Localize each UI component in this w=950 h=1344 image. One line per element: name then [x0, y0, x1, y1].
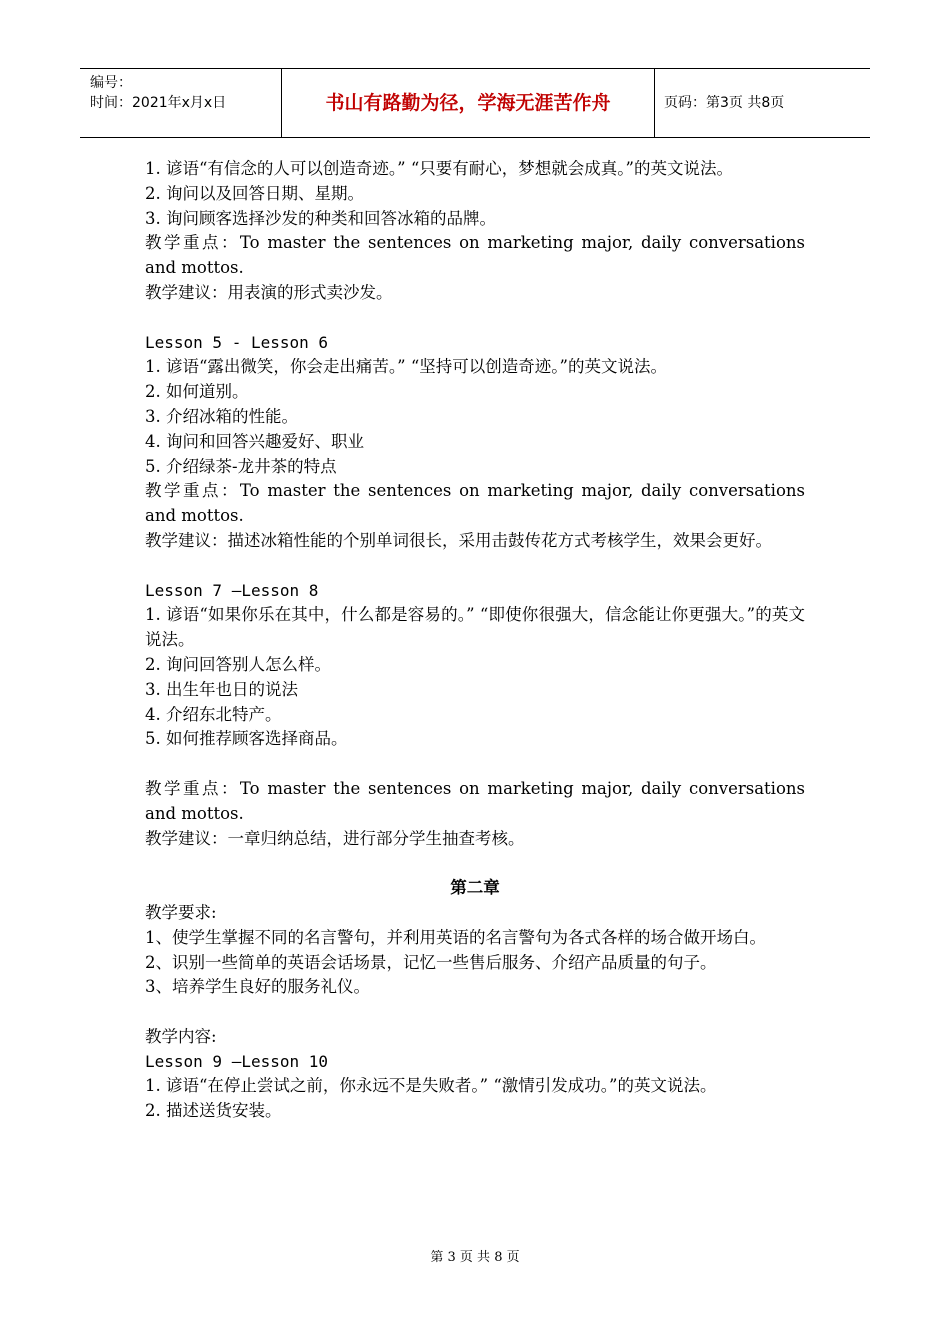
lesson-title: Lesson 9 –Lesson 10 — [145, 1051, 329, 1071]
list-item: 1. 谚语“在停止尝试之前，你永远不是失败者。” “激情引发成功。”的英文说法。 — [145, 1076, 717, 1096]
teaching-suggestion: 教学建议：一章归纳总结，进行部分学生抽查考核。 — [145, 828, 525, 848]
list-item: 3. 介绍冰箱的性能。 — [145, 406, 298, 426]
requirement-item: 3、培养学生良好的服务礼仪。 — [145, 977, 370, 997]
lesson-title: Lesson 7 –Lesson 8 — [145, 580, 319, 600]
list-item: 3. 询问顾客选择沙发的种类和回答冰箱的品牌。 — [145, 208, 496, 228]
requirement-item: 2、识别一些简单的英语会话场景，记忆一些售后服务、介绍产品质量的句子。 — [145, 952, 717, 972]
header-motto: 书山有路勤为径，学海无涯苦作舟 — [282, 69, 655, 137]
number-label: 编号： — [90, 75, 132, 91]
lesson-title: Lesson 5 - Lesson 6 — [145, 332, 329, 352]
list-item: 4. 询问和回答兴趣爱好、职业 — [145, 431, 364, 451]
header-table — [80, 68, 870, 138]
list-item: 5. 介绍绿茶-龙井茶的特点 — [145, 456, 337, 476]
list-item: 1. 谚语“如果你乐在其中，什么都是容易的。” “即使你很强大，信念能让你更强大。”的英文说法。 — [145, 605, 805, 650]
list-item: 3. 出生年也日的说法 — [145, 679, 298, 699]
page-footer: 第 3 页 共 8 页 — [430, 1250, 520, 1265]
teaching-focus: 教学重点：To master the sentences on marketing major, daily conversations and mottos. — [145, 481, 805, 526]
requirements-label: 教学要求: — [145, 902, 217, 922]
list-item: 1. 谚语“露出微笑，你会走出痛苦。” “坚持可以创造奇迹。”的英文说法。 — [145, 357, 667, 377]
chapter-title: 第二章 — [450, 878, 500, 898]
list-item: 5. 如何推荐顾客选择商品。 — [145, 729, 348, 749]
header-page-info: 页码：第3页 共8页 — [664, 95, 785, 111]
date-line: 时间：2021年x月x日 — [90, 95, 227, 111]
list-item: 1. 谚语“有信念的人可以创造奇迹。” “只要有耐心，梦想就会成真。”的英文说法。 — [145, 159, 733, 178]
header-left-cell — [80, 69, 282, 137]
requirement-item: 1、使学生掌握不同的名言警句，并利用英语的名言警句为各式各样的场合做开场白。 — [145, 927, 766, 947]
teaching-suggestion: 教学建议：描述冰箱性能的个别单词很长，采用击鼓传花方式考核学生，效果会更好。 — [145, 530, 772, 550]
list-item: 2. 描述送货安装。 — [145, 1101, 282, 1121]
list-item: 2. 如何道别。 — [145, 382, 249, 402]
teaching-suggestion: 教学建议：用表演的形式卖沙发。 — [145, 282, 393, 302]
teaching-focus: 教学重点：To master the sentences on marketing major, daily conversations and mottos. — [145, 233, 805, 278]
list-item: 2. 询问以及回答日期、星期。 — [145, 183, 364, 203]
list-item: 4. 介绍东北特产。 — [145, 704, 282, 724]
teaching-focus: 教学重点：To master the sentences on marketing major, daily conversations and mottos. — [145, 778, 805, 823]
document-body — [145, 157, 805, 1124]
list-item: 2. 询问回答别人怎么样。 — [145, 654, 331, 674]
content-label: 教学内容: — [145, 1026, 217, 1046]
